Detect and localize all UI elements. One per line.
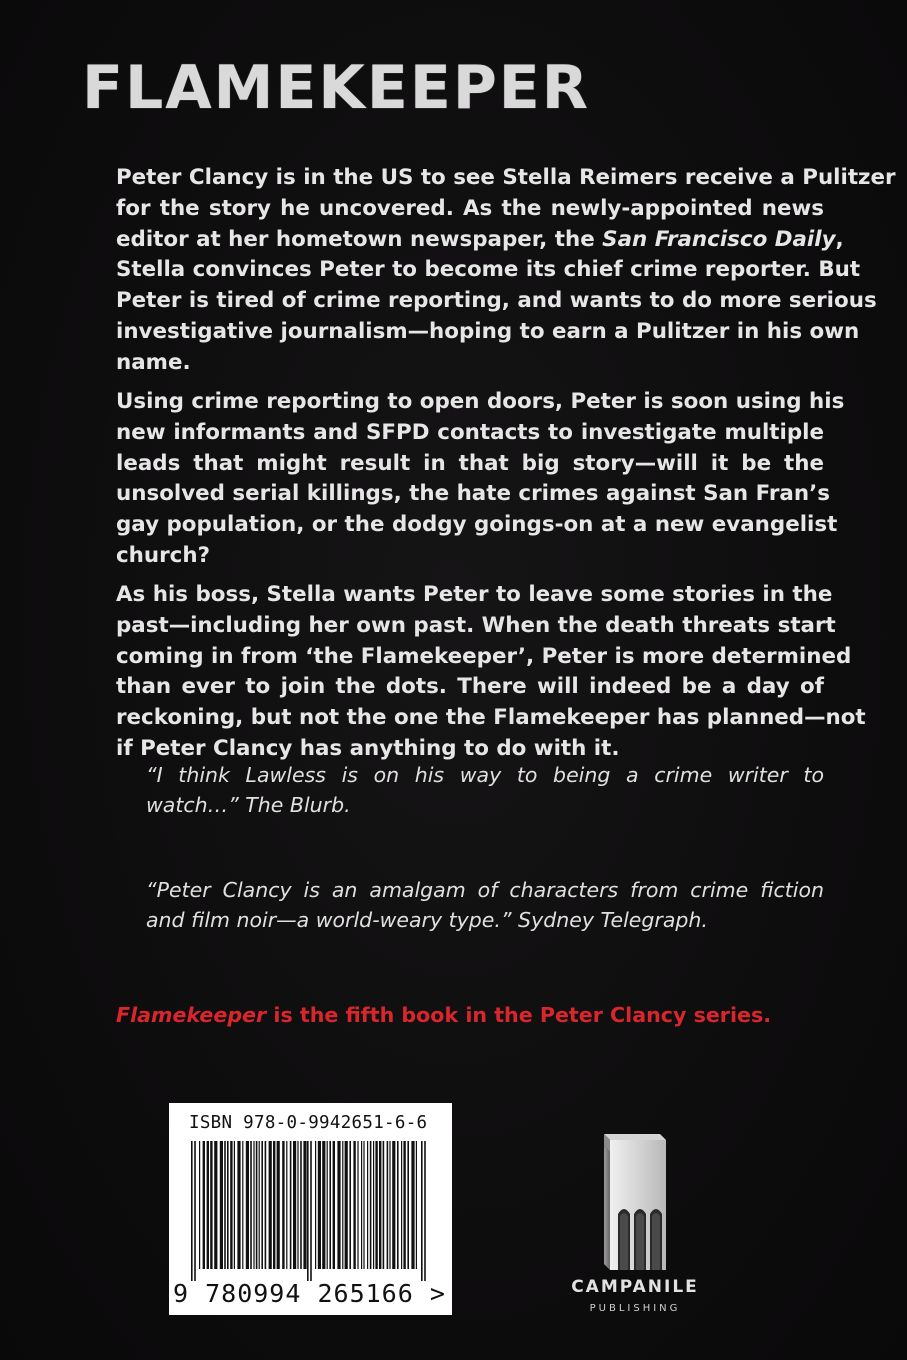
blurb-line: new informants and SFPD contacts to investigate multiple: [116, 419, 824, 445]
barcode-guard-bar: [421, 1141, 423, 1281]
barcode-bar: [237, 1141, 240, 1269]
ean-digits: 9 780994 265166 >: [173, 1279, 446, 1308]
barcode-icon: [191, 1141, 431, 1281]
blurb-line: unsolved serial killings, the hate crimes against San Fran’s: [116, 481, 830, 507]
quote-line: “I think Lawless is on his way to being a crime writer to: [146, 763, 824, 787]
blurb-line: past—including her own past. When the death threats start: [116, 612, 836, 638]
barcode-bar: [273, 1141, 275, 1269]
barcode-bar: [246, 1141, 249, 1269]
barcode-bar: [357, 1141, 358, 1269]
barcode-bar: [256, 1141, 258, 1269]
blurb-line: if Peter Clancy has anything to do with it.: [116, 735, 620, 761]
barcode-bar: [318, 1141, 321, 1269]
barcode-bar: [303, 1141, 306, 1269]
barcode-bar: [342, 1141, 343, 1269]
blurb-line: gay population, or the dodgy goings-on at a new evangelist: [116, 512, 838, 538]
book-title: FLAMEKEEPER: [82, 53, 590, 123]
barcode-bar: [416, 1141, 417, 1269]
barcode-bar: [227, 1141, 229, 1269]
blurb-line: name.: [116, 349, 191, 375]
publisher-subtitle: PUBLISHING: [589, 1303, 681, 1314]
barcode-bar: [327, 1141, 328, 1269]
isbn-barcode: [169, 1103, 452, 1315]
blurb-line: leads that might result in that big story—will it be the: [116, 450, 824, 476]
barcode-bar: [290, 1141, 292, 1269]
barcode-bar: [411, 1141, 414, 1269]
blurb-line: As his boss, Stella wants Peter to leave some stories in the: [116, 582, 833, 607]
barcode-bar: [361, 1141, 362, 1269]
barcode-bar: [265, 1141, 267, 1269]
quote-line: “Peter Clancy is an amalgam of characters from crime fiction: [146, 878, 824, 902]
barcode-bar: [286, 1141, 287, 1269]
barcode-bar: [261, 1141, 263, 1269]
barcode-guard-bar: [194, 1141, 196, 1281]
barcode-bar: [207, 1141, 209, 1269]
barcode-bar: [234, 1141, 235, 1269]
barcode-bar: [373, 1141, 374, 1269]
barcode-bar: [363, 1141, 364, 1269]
barcode-bar: [333, 1141, 335, 1269]
barcode-bar: [370, 1141, 372, 1269]
barcode-bar: [210, 1141, 212, 1269]
blurb-line: than ever to join the dots. There will indeed be a day of: [116, 674, 824, 700]
barcode-bar: [353, 1141, 355, 1269]
barcode-bar: [230, 1141, 232, 1269]
publisher-logo: [560, 1130, 710, 1330]
blurb-line: reckoning, but not the one the Flamekeeper has planned—not: [116, 705, 866, 731]
barcode-bar: [349, 1141, 351, 1269]
barcode-guard-bar: [307, 1141, 309, 1281]
campanile-tower-icon: [560, 1130, 710, 1275]
newspaper-name: San Francisco Daily: [602, 226, 836, 252]
barcode-bar: [401, 1141, 402, 1269]
barcode-bar: [403, 1141, 405, 1269]
series-note-text: is the fifth book in the Peter Clancy series.: [266, 1003, 772, 1027]
barcode-bar: [337, 1141, 340, 1269]
barcode-bar: [329, 1141, 331, 1269]
review-quote-2: [146, 875, 824, 935]
barcode-bar: [407, 1141, 409, 1269]
blurb-line: Using crime reporting to open doors, Peter is soon using his: [116, 389, 845, 414]
barcode-bar: [199, 1141, 200, 1269]
barcode-bar: [214, 1141, 217, 1269]
barcode-guard-bar: [191, 1141, 193, 1281]
barcode-bar: [250, 1141, 252, 1269]
blurb-line: editor at her hometown newspaper, the San Francisco Daily,: [116, 226, 844, 252]
barcode-bar: [293, 1141, 296, 1269]
barcode-bar: [392, 1141, 395, 1269]
quote-line: and film noir—a world-weary type.” Sydney Telegraph.: [146, 908, 708, 932]
blurb-paragraph-2: [116, 387, 845, 572]
barcode-bar: [379, 1141, 381, 1269]
blurb-line: Peter is tired of crime reporting, and wants to do more serious: [116, 288, 877, 314]
barcode-bar: [277, 1141, 280, 1269]
blurb-line: Peter Clancy is in the US to see Stella Reimers receive a Pulitzer: [116, 165, 896, 190]
blurb-paragraph-1: [116, 163, 896, 379]
barcode-bar: [203, 1141, 205, 1269]
barcode-bar: [397, 1141, 399, 1269]
isbn-label: ISBN 978-0-9942651-6-6: [189, 1113, 428, 1133]
barcode-bar: [383, 1141, 385, 1269]
quote-line: watch…” The Blurb.: [146, 793, 351, 817]
barcode-guard-bar: [310, 1141, 312, 1281]
barcode-bar: [367, 1141, 368, 1269]
barcode-bar: [220, 1141, 223, 1269]
barcode-bar: [282, 1141, 284, 1269]
barcode-bar: [375, 1141, 377, 1269]
blurb-line: coming in from ‘the Flamekeeper’, Peter is more determined: [116, 643, 852, 669]
blurb-line: for the story he uncovered. As the newly-appointed news: [116, 195, 824, 221]
barcode-bar: [389, 1141, 390, 1269]
barcode-bar: [253, 1141, 254, 1269]
barcode-bar: [297, 1141, 298, 1269]
blurb-line: church?: [116, 542, 211, 568]
blurb-paragraph-3: [116, 580, 866, 765]
blurb-line: investigative journalism—hoping to earn a Pulitzer in his own: [116, 318, 860, 344]
barcode-bar: [322, 1141, 325, 1269]
series-note: [116, 1000, 836, 1030]
barcode-guard-bar: [424, 1141, 426, 1281]
publisher-name: CAMPANILE: [571, 1277, 699, 1297]
review-quote-1: [146, 760, 824, 820]
barcode-bar: [300, 1141, 302, 1269]
barcode-bar: [242, 1141, 243, 1269]
barcode-bar: [259, 1141, 260, 1269]
barcode-bar: [315, 1141, 316, 1269]
barcode-bar: [224, 1141, 226, 1269]
series-note-title: Flamekeeper: [116, 1003, 267, 1027]
barcode-bar: [269, 1141, 272, 1269]
barcode-bar: [387, 1141, 389, 1269]
barcode-bar: [345, 1141, 348, 1269]
blurb-line: Stella convinces Peter to become its chief crime reporter. But: [116, 257, 861, 283]
